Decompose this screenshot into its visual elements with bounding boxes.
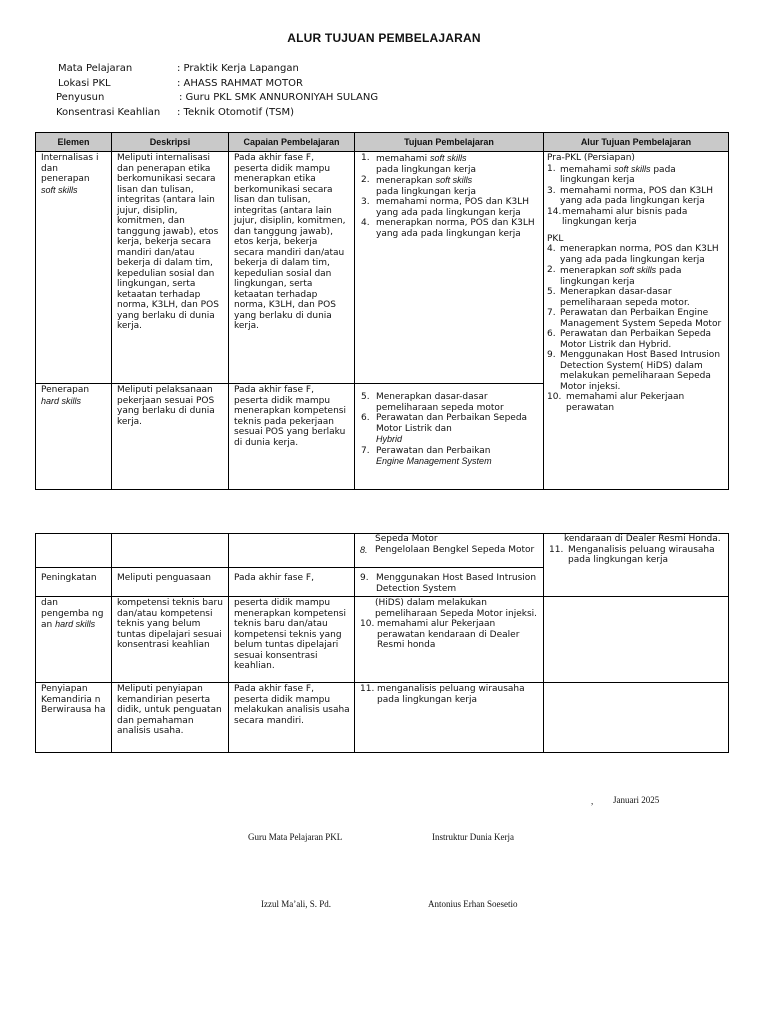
info-label-konsentrasi: Konsentrasi Keahlian <box>56 107 161 118</box>
list-item: 9. Menggunakan Host Based Intrusion Detection System <box>360 573 537 594</box>
tujuan-cell-kewirausahaan <box>355 683 544 753</box>
list-item: 2. menerapkan soft skills pada lingkungan kerja <box>361 175 477 197</box>
deskripsi-cell-soft-skills: Meliputi internalisasi dan penerapan etika berkomunikasi secara lisan dan tulisan, integritas (antara lain jujur, disiplin, komitmen, dan tanggung jawab), etos kerja, bekerja secara mandiri dan/atau bekerja di dalam tim, kepedulian sosial dan lingkungan, serta ketaatan terhadap norma, K3LH, dan POS yang berlaku di dunia kerja. <box>112 152 229 384</box>
tujuan-cell-hard-skills <box>355 384 544 490</box>
list-item: 10. memahami alur Pekerjaan perawatan <box>547 392 685 413</box>
alur-cell-continued: kendaraan di Dealer Resmi Honda. 11. Menganalisis peluang wirausaha pada lingkungan kerja <box>544 534 729 597</box>
header-elemen: Elemen <box>36 133 112 152</box>
instructor-title: Instruktur Dunia Kerja <box>432 832 514 842</box>
capaian-cell-soft-skills: Pada akhir fase F, peserta didik mampu menerapkan etika berkomunikasi secara lisan dan tulisan, integritas (antara lain jujur, disiplin, komitmen, dan tanggung jawab), etos kerja, bekerja secara mandiri dan/atau bekerja di dalam tim, kepedulian sosial dan lingkungan, serta ketaatan terhadap norma, K3LH, dan POS yang berlaku di dunia kerja. <box>229 152 355 384</box>
curriculum-table-page2 <box>35 533 729 753</box>
signature-date: Januari 2025 <box>613 795 660 805</box>
teacher-title: Guru Mata Pelajaran PKL <box>248 832 343 842</box>
info-label-penyusun: Penyusun <box>56 92 105 103</box>
elemen-cell-peningkatan: Peningkatan <box>36 568 112 597</box>
capaian-cell-pengembangan: peserta didik mampu menerapkan kompetensi teknis baru dan/atau kompetensi teknis yang belum tuntas dipelajari sesuai konsentrasi keahlian. <box>229 597 355 683</box>
elemen-cell-hard-skills: Penerapan hard skills <box>36 384 112 490</box>
document-title: ALUR TUJUAN PEMBELAJARAN <box>287 31 481 45</box>
alur-cell <box>544 152 729 490</box>
teacher-name: Izzul Ma’ali, S. Pd. <box>261 899 331 909</box>
tujuan-cell-continued: Sepeda Motor 8. Pengelolaan Bengkel Sepeda Motor <box>355 534 544 568</box>
tujuan-cell-pengembangan: (HiDS) dalam melakukan pemeliharaan Sepeda Motor injeksi. 10. memahami alur Pekerjaan perawatan kendaraan di Dealer Resmi honda <box>355 597 544 683</box>
elemen-cell-kewirausahaan: Penyiapan Kemandiria n Berwirausa ha <box>36 683 112 753</box>
header-capaian: Capaian Pembelajaran <box>229 133 355 152</box>
info-value-penyusun: : Guru PKL SMK ANNURONIYAH SULANG <box>179 92 379 103</box>
list-item: 1. memahami soft skills pada lingkungan kerja <box>547 163 676 185</box>
list-item: 6. Perawatan dan Perbaikan Sepeda Motor Listrik dan Hybrid. <box>547 329 712 350</box>
info-label-mata-pelajaran: Mata Pelajaran <box>58 63 133 74</box>
list-item: 6. Perawatan dan Perbaikan Sepeda Motor Listrik dan Hybrid <box>361 413 528 444</box>
list-item: 3. memahami norma, POS dan K3LH yang ada pada lingkungan kerja <box>361 197 529 218</box>
curriculum-table-page1 <box>35 132 729 490</box>
list-item: 7. Perawatan dan Perbaikan Engine Management System Sepeda Motor <box>547 308 722 329</box>
list-item: 9. Menggunakan Host Based Intrusion Detection System( HiDS) dalam melakukan pemeliharaan Sepeda Motor injeksi. <box>547 350 721 392</box>
list-item: 1. memahami soft skills pada lingkungan kerja <box>361 153 477 175</box>
pra-pkl-heading: Pra-PKL (Persiapan) <box>547 153 635 163</box>
list-item: 4. menerapkan norma, POS dan K3LH yang ada pada lingkungan kerja <box>547 244 719 265</box>
list-item: 3. memahami norma, POS dan K3LH yang ada pada lingkungan kerja <box>547 185 713 206</box>
info-label-lokasi: Lokasi PKL <box>58 78 111 89</box>
tujuan-cell-soft-skills <box>355 152 544 384</box>
deskripsi-cell-kewirausahaan: Meliputi penyiapan kemandirian peserta didik, untuk penguatan dan pemahaman analisis usaha. <box>112 683 229 753</box>
header-deskripsi: Deskripsi <box>112 133 229 152</box>
list-item: 14. memahami alur bisnis pada lingkungan kerja <box>547 206 688 227</box>
header-alur: Alur Tujuan Pembelajaran <box>544 133 729 152</box>
pkl-heading: PKL <box>547 233 564 244</box>
capaian-cell-hard-skills: Pada akhir fase F, peserta didik mampu menerapkan kompetensi teknis pada pekerjaan sesuai POS yang berlaku di dunia kerja. <box>229 384 355 490</box>
list-item: 5. Menerapkan dasar-dasar pemeliharaan sepeda motor <box>361 392 504 413</box>
list-item: 5. Menerapkan dasar-dasar pemeliharaan sepeda motor. <box>547 287 690 308</box>
tujuan-cell-peningkatan <box>355 568 544 597</box>
list-item: 10. memahami alur Pekerjaan perawatan kendaraan di Dealer Resmi honda <box>360 619 520 650</box>
capaian-cell-kewirausahaan: Pada akhir fase F, peserta didik mampu melakukan analisis usaha secara mandiri. <box>229 683 355 753</box>
info-value-mata-pelajaran: : Praktik Kerja Lapangan <box>177 63 299 74</box>
deskripsi-cell-pengembangan: kompetensi teknis baru dan/atau kompetensi teknis yang belum tuntas dipelajari sesuai konsentrasi keahlian <box>112 597 229 683</box>
elemen-cell-soft-skills: Internalisas i dan penerapan soft skills <box>36 152 112 384</box>
date-comma: , <box>591 796 594 806</box>
deskripsi-cell-peningkatan: Meliputi penguasaan <box>112 568 229 597</box>
info-value-lokasi: : AHASS RAHMAT MOTOR <box>177 78 303 89</box>
list-item: 2. menerapkan soft skills pada lingkungan kerja <box>547 265 682 287</box>
header-tujuan: Tujuan Pembelajaran <box>355 133 544 152</box>
list-item: 8. Pengelolaan Bengkel Sepeda Motor <box>360 544 535 555</box>
deskripsi-cell-hard-skills: Meliputi pelaksanaan pekerjaan sesuai POS yang berlaku di dunia kerja. <box>112 384 229 490</box>
capaian-cell-peningkatan: Pada akhir fase F, <box>229 568 355 597</box>
elemen-cell-pengembangan: dan pengemba ng an hard skills <box>36 597 112 683</box>
info-value-konsentrasi: : Teknik Otomotif (TSM) <box>177 107 295 118</box>
list-item: 11. menganalisis peluang wirausaha pada lingkungan kerja <box>360 684 525 705</box>
instructor-name: Antonius Erhan Soesetio <box>428 899 518 909</box>
list-item: 4. menerapkan norma, POS dan K3LH yang ada pada lingkungan kerja <box>361 218 535 239</box>
list-item: 7. Perawatan dan Perbaikan Engine Management System <box>361 445 492 466</box>
list-item: 11. Menganalisis peluang wirausaha pada lingkungan kerja <box>549 544 715 565</box>
